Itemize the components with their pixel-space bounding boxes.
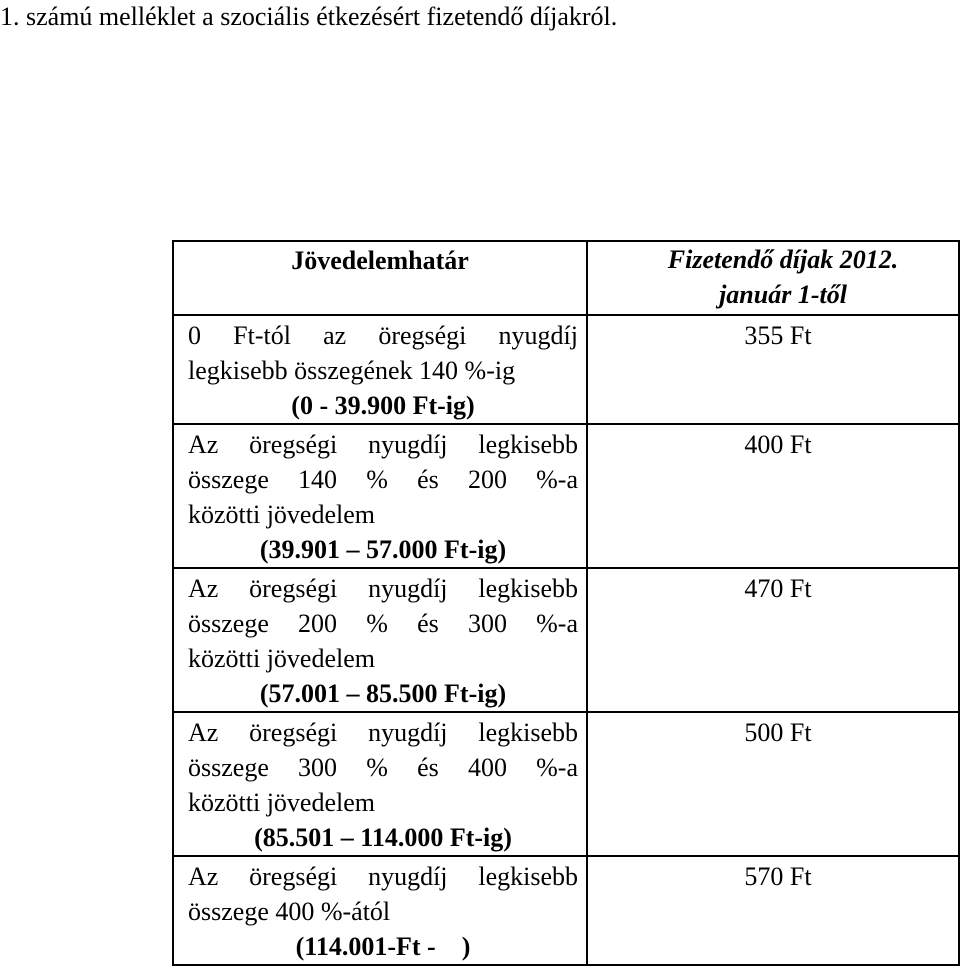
header-fee-line1: Fizetendő díjak 2012. <box>667 245 899 274</box>
income-line: összege 300 % és 400 %-a <box>188 753 578 782</box>
table-header-row <box>173 241 959 315</box>
income-line: összege 140 % és 200 %-a <box>188 465 578 494</box>
table-row <box>173 568 959 712</box>
table-row <box>173 712 959 856</box>
fee-cell: 400 Ft <box>587 424 959 568</box>
fee-table <box>172 240 960 966</box>
income-line: Az öregségi nyugdíj legkisebb <box>188 718 578 747</box>
table-row <box>173 424 959 568</box>
income-cell <box>173 856 587 965</box>
income-line: Az öregségi nyugdíj legkisebb <box>188 574 578 603</box>
income-range: (85.501 – 114.000 Ft-ig) <box>254 823 512 852</box>
income-line: összege 200 % és 300 %-a <box>188 609 578 638</box>
header-fee <box>587 241 959 315</box>
income-range: (0 - 39.900 Ft-ig) <box>291 391 475 420</box>
income-cell <box>173 568 587 712</box>
income-range: (114.001-Ft - ) <box>295 932 471 961</box>
income-line: Az öregségi nyugdíj legkisebb <box>188 430 578 459</box>
income-line: 0 Ft-tól az öregségi nyugdíj <box>188 321 578 350</box>
income-line: legkisebb összegének 140 %-ig <box>188 356 516 385</box>
income-range: (39.901 – 57.000 Ft-ig) <box>259 535 507 564</box>
fee-cell: 570 Ft <box>587 856 959 965</box>
income-cell <box>173 315 587 424</box>
fee-cell: 500 Ft <box>587 712 959 856</box>
income-range: (57.001 – 85.500 Ft-ig) <box>259 679 507 708</box>
fee-cell: 470 Ft <box>587 568 959 712</box>
header-fee-line2: január 1-től <box>719 280 847 309</box>
income-line: összege 400 %-ától <box>188 897 391 926</box>
table-row <box>173 315 959 424</box>
table-row <box>173 856 959 965</box>
income-cell <box>173 424 587 568</box>
income-line: közötti jövedelem <box>188 500 376 529</box>
fee-cell: 355 Ft <box>587 315 959 424</box>
document-heading: 1. számú melléklet a szociális étkezésért fizetendő díjakról. <box>0 2 618 31</box>
income-line: közötti jövedelem <box>188 644 376 673</box>
income-cell <box>173 712 587 856</box>
header-income: Jövedelemhatár <box>173 241 587 315</box>
income-line: Az öregségi nyugdíj legkisebb <box>188 862 578 891</box>
income-line: közötti jövedelem <box>188 788 376 817</box>
